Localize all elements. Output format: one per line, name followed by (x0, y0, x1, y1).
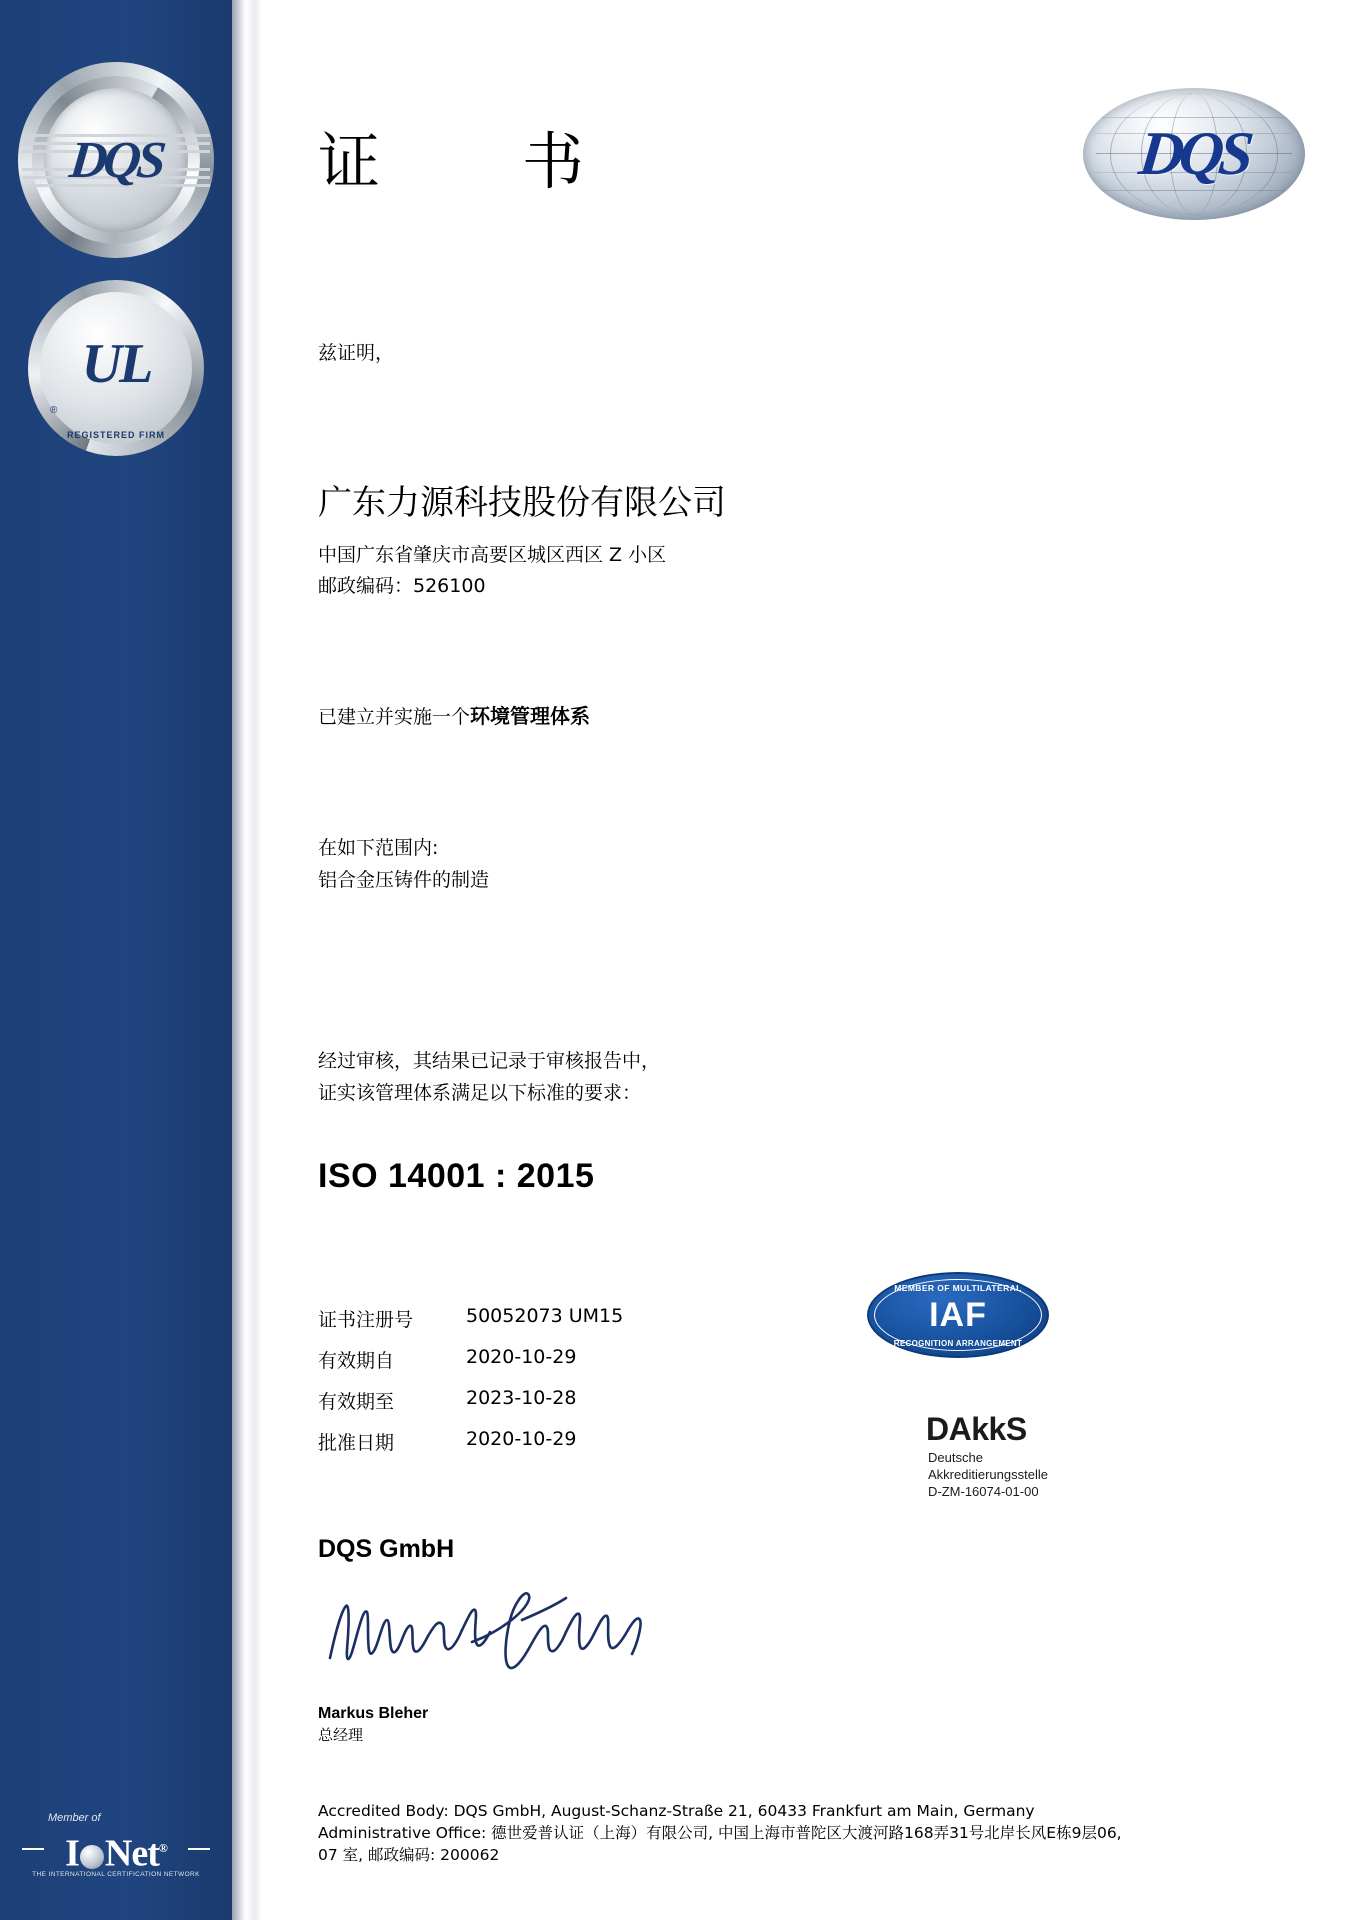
iqnet-word (22, 1826, 210, 1876)
footer-line-1: Accredited Body: DQS GmbH, August-Schanz-Straße 21, 60433 Frankfurt am Main, Germany (318, 1802, 1035, 1820)
table-row (318, 1346, 623, 1387)
ul-registered-firm-text: REGISTERED FIRM (66, 430, 165, 440)
iqnet-member-of-label: Member of (48, 1812, 101, 1824)
table-row (318, 1305, 623, 1346)
ul-registered-symbol: ® (50, 405, 58, 416)
certificate-body (262, 0, 1357, 1920)
table-row (318, 1428, 623, 1469)
dqs-globe-text: DQS (1135, 119, 1253, 188)
footer-accreditation-info (318, 1800, 1327, 1866)
intro-text: 兹证明， (318, 342, 395, 364)
scope-block (318, 832, 489, 896)
band-edge-gradient (232, 0, 262, 1920)
dqs-roundel-logo (18, 62, 214, 258)
dakks-name: DAkkS (926, 1411, 1027, 1447)
established-prefix: 已建立并实施一个 (318, 706, 471, 728)
signatory-name: Markus Bleher (318, 1705, 429, 1722)
address-line-2: 邮政编码：526100 (318, 575, 486, 597)
signature-image (322, 1580, 652, 1690)
established-statement (318, 700, 590, 729)
audit-statement (318, 1045, 660, 1109)
issuer-name: DQS GmbH (318, 1535, 455, 1563)
iaf-accreditation-logo (867, 1272, 1049, 1358)
dakks-sub-line-2: Akkreditierungsstelle (928, 1467, 1048, 1482)
iqnet-word-a: I (65, 1832, 79, 1875)
iqnet-tagline: THE INTERNATIONAL CERTIFICATION NETWORK (32, 1871, 200, 1878)
ul-registered-firm-logo (28, 280, 204, 456)
dakks-sub-line-1: Deutsche (928, 1450, 983, 1465)
management-system-type: 环境管理体系 (470, 704, 591, 728)
ul-logo-text: UL (81, 333, 151, 395)
standard-name: ISO 14001 : 2015 (318, 1157, 595, 1195)
globe-icon (80, 1845, 104, 1869)
table-row (318, 1387, 623, 1428)
iaf-top-text: MEMBER OF MULTILATERAL (894, 1283, 1022, 1293)
iqnet-word-b: Net (104, 1832, 159, 1875)
company-address (318, 540, 666, 602)
detail-value: 2023-10-28 (466, 1387, 577, 1409)
page-title: 证 书 (318, 125, 625, 198)
detail-label: 有效期自 (318, 1350, 395, 1372)
iaf-acronym: IAF (929, 1295, 987, 1334)
iqnet-registered-symbol: ® (158, 1841, 167, 1855)
footer-line-3: 07 室, 邮政编码: 200062 (318, 1846, 500, 1864)
footer-line-2: Administrative Office: 德世爱普认证（上海）有限公司, 中国上海市普陀区大渡河路168弄31号北岸长风E栋9层06, (318, 1824, 1122, 1842)
dqs-roundel-text: DQS (66, 131, 166, 189)
dakks-accreditation-logo (862, 1393, 1122, 1499)
dqs-globe-logo (1083, 88, 1305, 220)
detail-value: 2020-10-29 (466, 1428, 577, 1450)
detail-label: 有效期至 (318, 1391, 395, 1413)
certificate-details-table (318, 1305, 623, 1469)
scope-label: 在如下范围内: (318, 837, 439, 859)
signatory-role: 总经理 (318, 1726, 364, 1744)
iqnet-left-bar (22, 1848, 44, 1850)
iaf-bottom-text: RECOGNITION ARRANGEMENT (893, 1339, 1023, 1348)
audit-line-1: 经过审核，其结果已记录于审核报告中， (318, 1050, 661, 1072)
scope-value: 铝合金压铸件的制造 (318, 869, 490, 891)
company-name: 广东力源科技股份有限公司 (318, 483, 726, 523)
address-line-1: 中国广东省肇庆市高要区城区西区 Z 小区 (318, 544, 667, 566)
audit-line-2: 证实该管理体系满足以下标准的要求： (318, 1082, 642, 1104)
iqnet-right-bar (188, 1848, 210, 1850)
detail-value: 2020-10-29 (466, 1346, 577, 1368)
detail-label: 批准日期 (318, 1432, 395, 1454)
iqnet-logo (22, 1812, 210, 1878)
dakks-sub-line-3: D-ZM-16074-01-00 (928, 1484, 1039, 1499)
detail-label: 证书注册号 (318, 1309, 414, 1331)
dakks-subtext (928, 1449, 1048, 1500)
detail-value: 50052073 UM15 (466, 1305, 624, 1327)
dakks-rings-icon (862, 1399, 936, 1473)
